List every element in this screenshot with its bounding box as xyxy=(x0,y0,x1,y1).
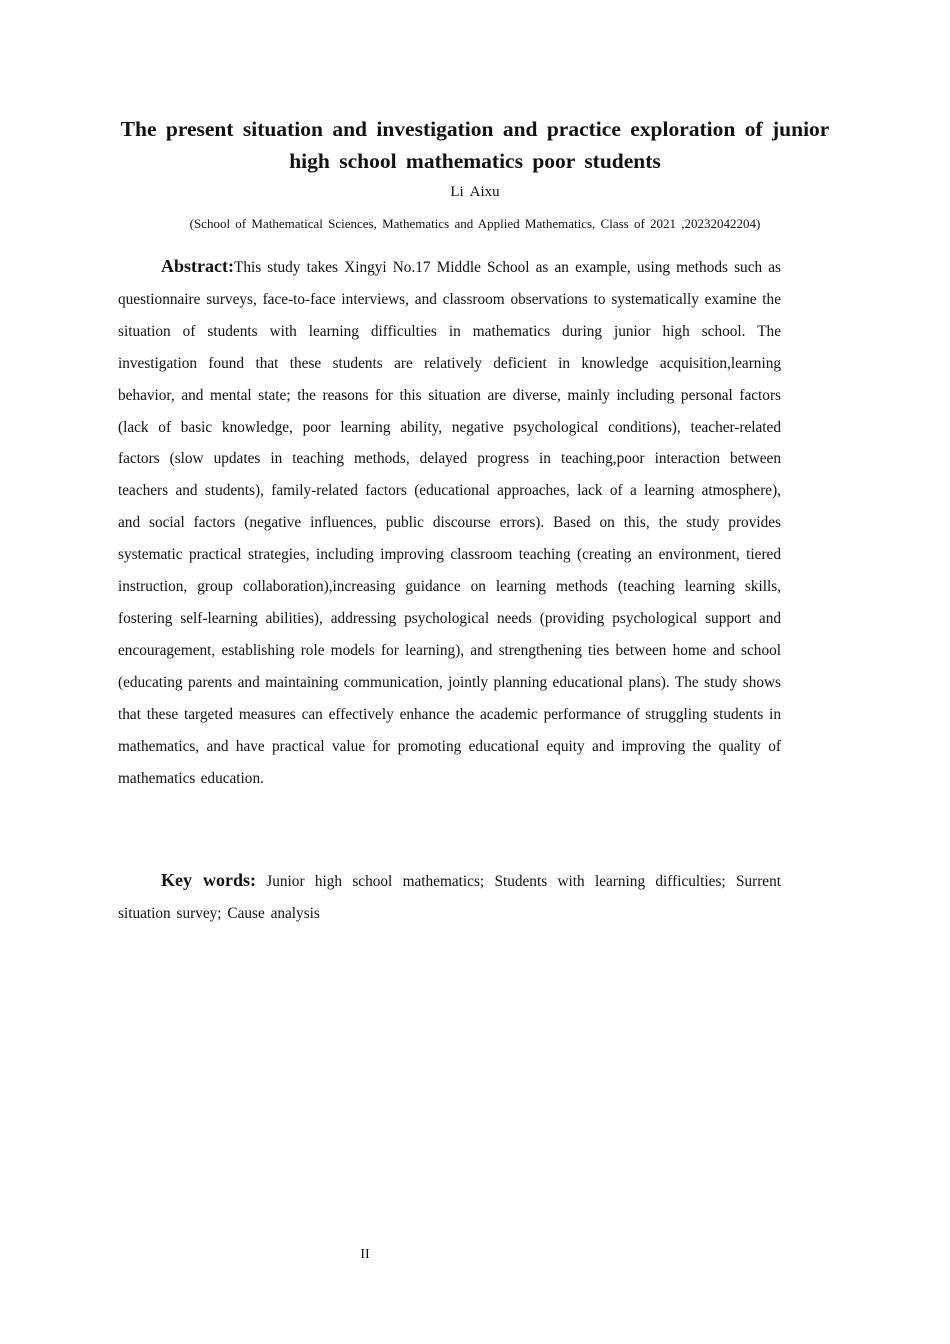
author-name: Li Aixu xyxy=(450,184,500,200)
page-number: II xyxy=(360,1247,370,1262)
abstract-paragraph xyxy=(118,251,781,794)
author-affiliation: (School of Mathematical Sciences, Mathematics and Applied Mathematics, Class of 2021 ,20232042204) xyxy=(189,216,761,231)
keywords-paragraph xyxy=(118,865,781,929)
abstract-label: Abstract: xyxy=(161,256,234,276)
keywords-text: Junior high school mathematics; Students with learning difficulties; Surrent situation survey; Cause analysis xyxy=(118,873,781,922)
abstract-text: This study takes Xingyi No.17 Middle School as an example, using methods such as questionnaire surveys, face-to-face interviews, and classroom observations to systematically examine the situation of students with learning difficulties in mathematics during junior high school. The investigation found that these students are relatively deficient in knowledge acquisition,learning behavior, and mental state; the reasons for this situation are diverse, mainly including personal factors (lack of basic knowledge, poor learning ability, negative psychological conditions), teacher-related factors (slow updates in teaching methods, delayed progress in teaching,poor interaction between teachers and students), family-related factors (educational approaches, lack of a learning atmosphere), and social factors (negative influences, public discourse errors). Based on this, the study provides systematic practical strategies, including improving classroom teaching (creating an environment, tiered instruction, group collaboration),increasing guidance on learning methods (teaching learning skills, fostering self-learning abilities), addressing psychological needs (providing psychological support and encouragement, establishing role models for learning), and strengthening ties between home and school (educating parents and maintaining communication, jointly planning educational plans). The study shows that these targeted measures can effectively enhance the academic performance of struggling students in mathematics, and have practical value for promoting educational equity and improving the quality of mathematics education. xyxy=(118,259,781,787)
paper-title: The present situation and investigation and practice exploration of junior high school mathematics poor students xyxy=(120,117,830,173)
keywords-label: Key words: xyxy=(161,870,256,890)
